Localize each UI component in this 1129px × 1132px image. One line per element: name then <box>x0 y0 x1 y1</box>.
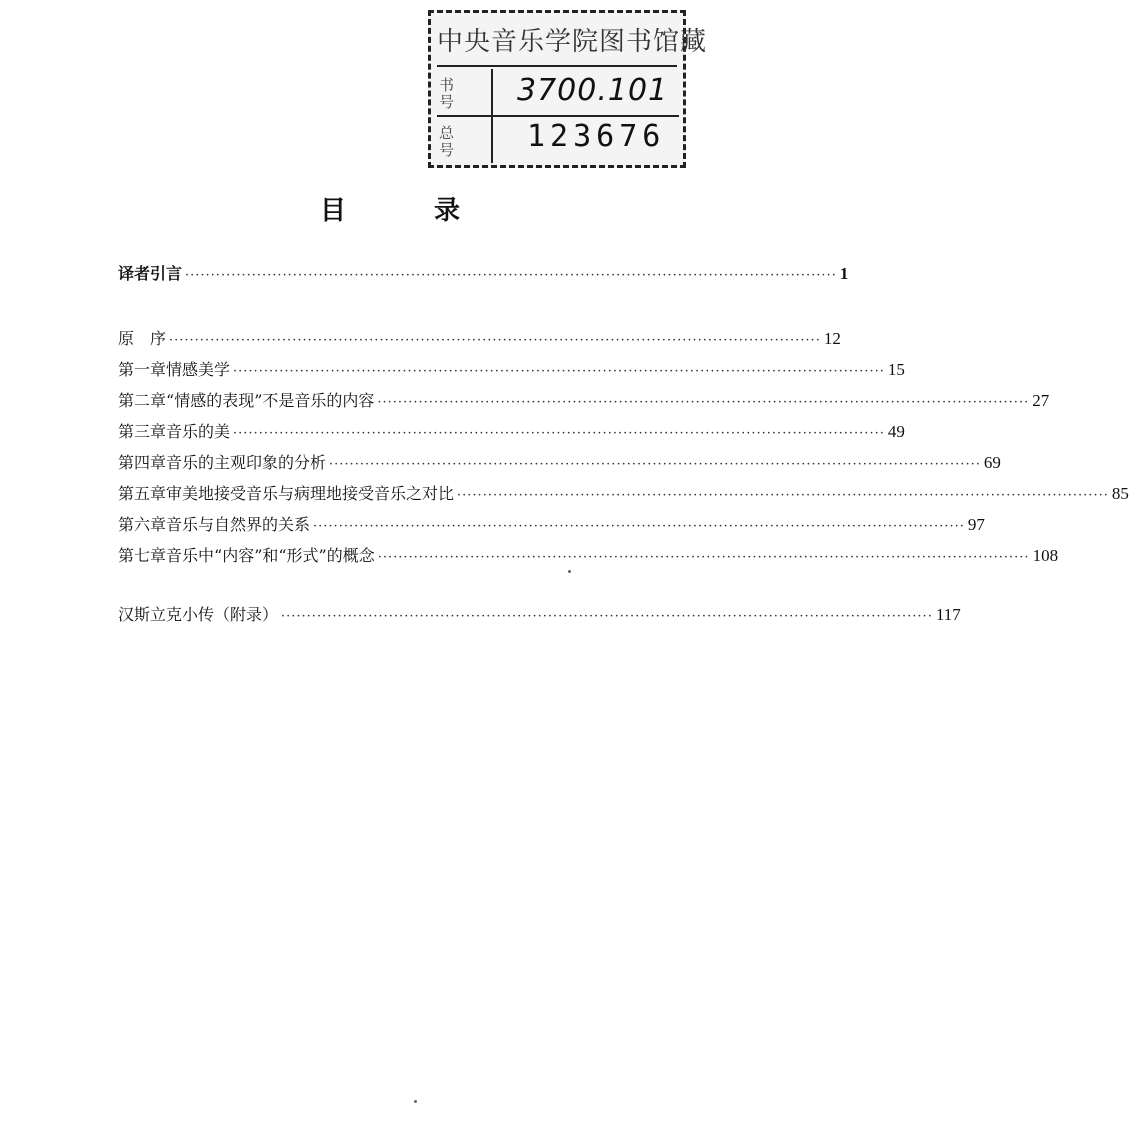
toc-entry-label: 音乐与自然界的关系 <box>166 515 311 534</box>
toc-entry-chapter-3[interactable] <box>118 420 905 444</box>
stamp-label-call-number: 书号 <box>439 76 455 111</box>
toc-entry-label: 情感美学 <box>166 360 231 379</box>
stamp-row-call-number <box>437 69 679 117</box>
toc-entry-chapter-6[interactable] <box>118 513 985 537</box>
toc-entry-chapter-7[interactable] <box>118 544 1059 568</box>
dot-leader <box>378 546 1030 570</box>
library-stamp <box>428 10 708 168</box>
dot-leader <box>457 484 1109 508</box>
toc-entry-translator-preface[interactable] <box>118 262 849 286</box>
dot-leader <box>169 329 821 353</box>
toc-entry-page: 117 <box>935 605 961 624</box>
scan-speck <box>414 1100 417 1103</box>
toc-entry-label: 原 序 <box>118 329 167 348</box>
page-title <box>320 190 460 230</box>
page-title-char-1: 目 <box>320 196 347 226</box>
toc-entry-label: “情感的表现”不是音乐的内容 <box>166 391 375 410</box>
stamp-label-accession-number: 总号 <box>439 124 455 159</box>
toc-entry-chapter-1[interactable] <box>118 358 905 382</box>
toc-entry-page: 85 <box>1111 484 1129 503</box>
dot-leader <box>185 264 837 288</box>
toc-entry-label: 汉斯立克小传（附录） <box>118 605 279 624</box>
toc-entry-label: 音乐的主观印象的分析 <box>166 453 327 472</box>
dot-leader <box>233 360 885 384</box>
toc-entry-page: 1 <box>839 264 849 283</box>
toc-entry-chapter-2[interactable] <box>118 389 1050 413</box>
dot-leader <box>377 391 1029 415</box>
dot-leader <box>313 515 965 539</box>
toc-entry-chapter-4[interactable] <box>118 451 1001 475</box>
toc-entry-chapter: 第四章 <box>118 453 167 472</box>
toc-entry-page: 49 <box>887 422 905 441</box>
toc-entry-chapter: 第六章 <box>118 515 167 534</box>
dot-leader <box>233 422 885 446</box>
toc-entry-page: 69 <box>983 453 1001 472</box>
toc-entry-page: 12 <box>823 329 841 348</box>
scan-speck <box>568 570 571 573</box>
toc-entry-chapter: 第七章 <box>118 546 167 565</box>
page-title-char-2: 录 <box>433 196 460 226</box>
toc-entry-chapter: 第三章 <box>118 422 167 441</box>
stamp-row-accession-number <box>437 117 679 163</box>
stamp-title: 中央音乐学院图书馆藏 <box>437 19 677 67</box>
stamp-accession-number: 123676 <box>527 119 666 154</box>
toc-entry-label: 译者引言 <box>118 264 183 283</box>
toc-entry-page: 97 <box>967 515 985 534</box>
toc-entry-chapter-5[interactable] <box>118 482 1129 506</box>
toc-entry-page: 15 <box>887 360 905 379</box>
toc-entry-page: 27 <box>1032 391 1050 410</box>
dot-leader <box>329 453 981 477</box>
dot-leader <box>281 605 933 629</box>
toc-entry-label: 审美地接受音乐与病理地接受音乐之对比 <box>166 484 455 503</box>
toc-entry-chapter: 第一章 <box>118 360 167 379</box>
toc-entry-label: 音乐的美 <box>166 422 231 441</box>
toc-entry-chapter: 第五章 <box>118 484 167 503</box>
toc-entry-label: 音乐中“内容”和“形式”的概念 <box>166 546 375 565</box>
toc-entry-page: 108 <box>1032 546 1059 565</box>
toc-entry-chapter: 第二章 <box>118 391 167 410</box>
toc-entry-appendix[interactable] <box>118 603 961 627</box>
toc-entry-original-preface[interactable] <box>118 327 841 351</box>
stamp-call-number: 3700.101 <box>517 73 669 108</box>
